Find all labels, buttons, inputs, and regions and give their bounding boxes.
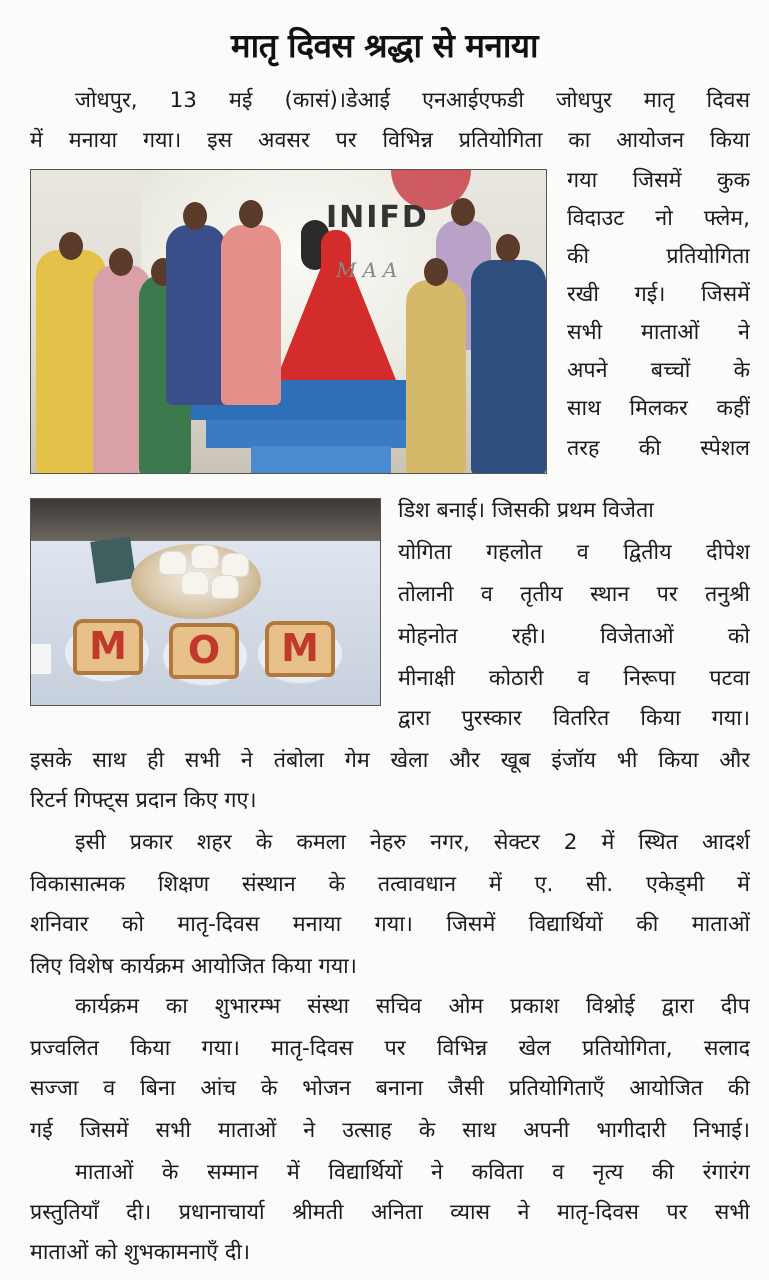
photo-cup — [191, 545, 219, 569]
photo-person — [221, 225, 281, 405]
text-line: प्रज्वलित किया गया। मातृ-दिवस पर विभिन्न खेल प्रतियोगिता, सलाद — [30, 1036, 750, 1061]
headline: मातृ दिवस श्रद्धा से मनाया — [230, 26, 539, 65]
text-line: जोधपुर, 13 मई (कासं)।डेआई एनआईएफडी जोधपुर मातृ दिवस — [75, 88, 750, 113]
text-line: विदाउट नो फ्लेम, — [567, 206, 750, 231]
text-line: गई जिसमें सभी माताओं ने उत्साह के साथ अपनी भागीदारी निभाई। — [30, 1118, 750, 1143]
text-line: विकासात्मक शिक्षण संस्थान के तत्वावधान में ए. सी. एकेड्मी में — [30, 872, 750, 897]
photo-person-head — [109, 248, 133, 276]
text-line: शनिवार को मातृ-दिवस मनाया गया। जिसमें विद्यार्थियों की माताओं — [30, 912, 750, 937]
photo-stage-step — [251, 446, 391, 474]
text-line: सभी माताओं ने — [567, 320, 750, 345]
food-photo-mom-bread — [30, 498, 381, 706]
photo-person-head — [424, 258, 448, 286]
photo-logo-text: INIFD — [326, 200, 429, 235]
text-line: इसी प्रकार शहर के कमला नेहरु नगर, सेक्टर 2 में स्थित आदर्श — [75, 830, 750, 855]
photo-box — [90, 536, 135, 583]
photo-cup — [221, 553, 249, 577]
text-line: कार्यक्रम का शुभारम्भ संस्था सचिव ओम प्रकाश विश्नोई द्वारा दीप — [75, 994, 750, 1019]
text-line: प्रस्तुतियाँ दी। प्रधानाचार्या श्रीमती अनिता व्यास ने मातृ-दिवस पर सभी — [30, 1200, 750, 1225]
text-line: माताओं के सम्मान में विद्यार्थियों ने कविता व नृत्य की रंगारंग — [75, 1160, 750, 1185]
photo-person-head — [451, 198, 475, 226]
text-line: सज्जा व बिना आंच के भोजन बनाना जैसी प्रतियोगिताएँ आयोजित की — [30, 1076, 750, 1101]
text-line: रिटर्न गिफ्ट्स प्रदान किए गए। — [30, 788, 257, 813]
text-line: डिश बनाई। जिसकी प्रथम विजेता — [398, 498, 654, 523]
text-line: माताओं को शुभकामनाएँ दी। — [30, 1240, 251, 1265]
photo-bread-letter: O — [169, 623, 239, 679]
photo-cup — [181, 571, 209, 595]
photo-person — [166, 225, 226, 405]
photo-person-head — [496, 234, 520, 262]
photo-bread-letter: M — [265, 621, 335, 677]
photo-bread-letter: M — [73, 619, 143, 675]
text-line: साथ मिलकर कहीं — [567, 396, 750, 421]
photo-caption-text: MAA — [336, 258, 404, 282]
text-line: अपने बच्चों के — [567, 358, 750, 383]
photo-person — [471, 260, 546, 474]
photo-person — [406, 280, 466, 474]
text-line: तोलानी व तृतीय स्थान पर तनुश्री — [398, 582, 750, 607]
photo-person-head — [183, 202, 207, 230]
text-line: मोहनोत रही। विजेताओं को — [398, 624, 750, 649]
text-line: में मनाया गया। इस अवसर पर विभिन्न प्रतियोगिता का आयोजन किया — [30, 128, 750, 153]
photo-person-head — [239, 200, 263, 228]
text-line: लिए विशेष कार्यक्रम आयोजित किया गया। — [30, 954, 357, 979]
photo-cup — [159, 551, 187, 575]
photo-person-head — [59, 232, 83, 260]
text-line: मीनाक्षी कोठारी व निरूपा पटवा — [398, 666, 750, 691]
text-line: तरह की स्पेशल — [567, 436, 750, 461]
text-line: द्वारा पुरस्कार वितरित किया गया। — [398, 706, 750, 731]
text-line: योगिता गहलोत व द्वितीय दीपेश — [398, 540, 750, 565]
text-line: की प्रतियोगिता — [567, 244, 750, 269]
photo-napkin — [31, 644, 51, 674]
text-line: रखी गई। जिसमें — [567, 282, 750, 307]
event-photo-mothers-group — [30, 169, 547, 474]
text-line: गया जिसमें कुक — [567, 168, 750, 193]
photo-cup — [211, 575, 239, 599]
text-line: इसके साथ ही सभी ने तंबोला गेम खेला और खूब इंजॉय भी किया और — [30, 748, 750, 773]
